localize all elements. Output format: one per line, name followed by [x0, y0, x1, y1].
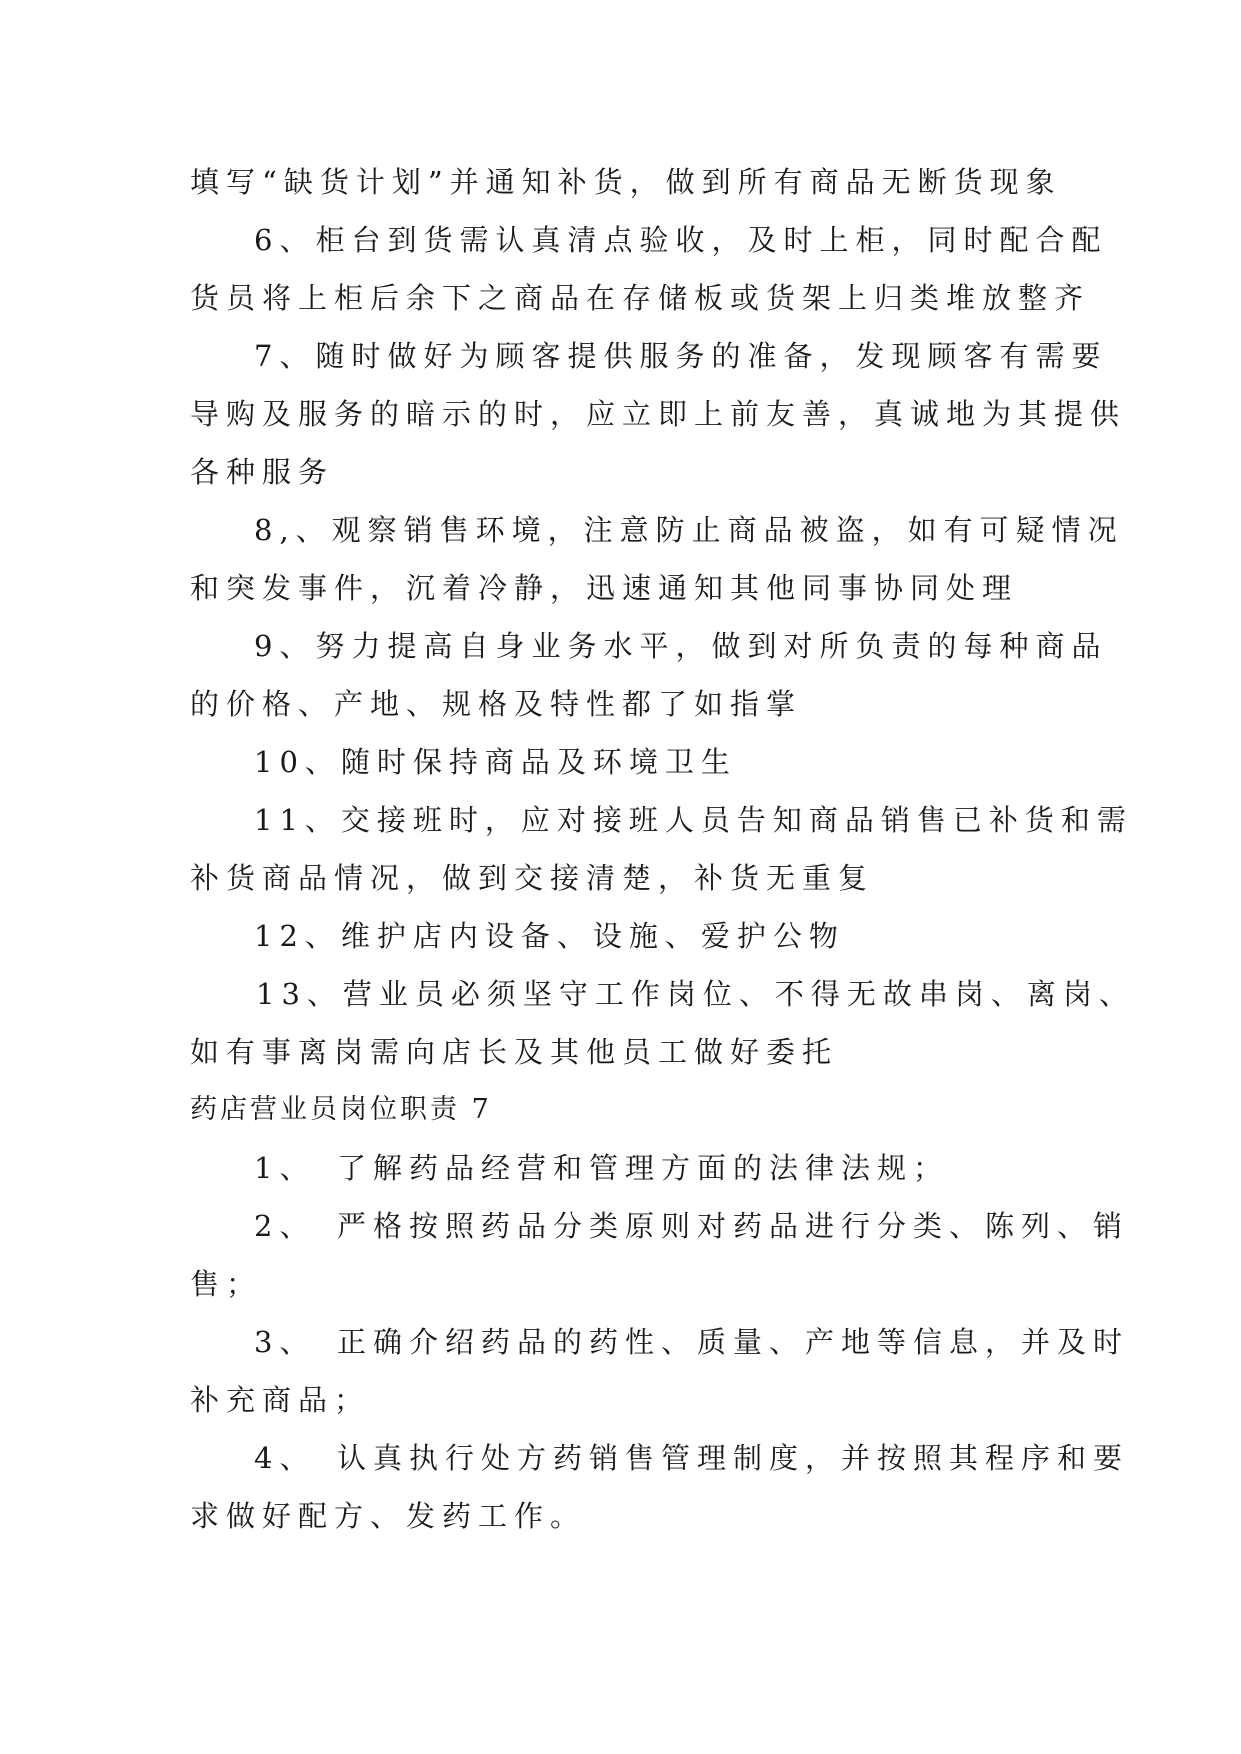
text-line: 9、努力提高自身业务水平，做到对所负责的每种商品: [254, 629, 1108, 663]
text-line: 求做好配方、发药工作。: [190, 1499, 587, 1533]
text-line: 导购及服务的暗示的时，应立即上前友善，真诚地为其提供: [190, 397, 1127, 431]
text-line: 11、交接班时，应对接班人员告知商品销售已补货和需: [254, 803, 1133, 837]
text-line: 7、随时做好为顾客提供服务的准备，发现顾客有需要: [254, 339, 1108, 373]
text-line: 1、 了解药品经营和管理方面的法律法规；: [254, 1151, 949, 1185]
section-heading: 药店营业员岗位职责 7: [190, 1094, 492, 1125]
text-line: 10、随时保持商品及环境卫生: [254, 745, 737, 779]
text-line: 各种服务: [190, 455, 335, 489]
text-line: 8,、观察销售环境，注意防止商品被盗，如有可疑情况: [254, 513, 1124, 547]
text-line: 4、 认真执行处方药销售管理制度，并按照其程序和要: [254, 1441, 1129, 1475]
text-line: 3、 正确介绍药品的药性、质量、产地等信息，并及时: [254, 1325, 1129, 1359]
text-line: 补充商品；: [190, 1383, 371, 1417]
text-line: 如有事离岗需向店长及其他员工做好委托: [190, 1035, 839, 1069]
text-line: 填写“缺货计划”并通知补货，做到所有商品无断货现象: [190, 165, 1062, 199]
text-line: 的价格、产地、规格及特性都了如指掌: [190, 687, 803, 721]
text-line: 售；: [190, 1267, 263, 1301]
text-line: 和突发事件，沉着冷静，迅速通知其他同事协同处理: [190, 571, 1019, 605]
text-line: 补货商品情况，做到交接清楚，补货无重复: [190, 861, 875, 895]
text-line: 2、 严格按照药品分类原则对药品进行分类、陈列、销: [254, 1209, 1129, 1243]
text-line: 6、柜台到货需认真清点验收，及时上柜，同时配合配: [254, 223, 1108, 257]
text-line: 货员将上柜后余下之商品在存储板或货架上归类堆放整齐: [190, 281, 1091, 315]
text-line: 13、营业员必须坚守工作岗位、不得无故串岗、离岗、: [256, 977, 1135, 1011]
text-line: 12、维护店内设备、设施、爱护公物: [254, 919, 845, 953]
